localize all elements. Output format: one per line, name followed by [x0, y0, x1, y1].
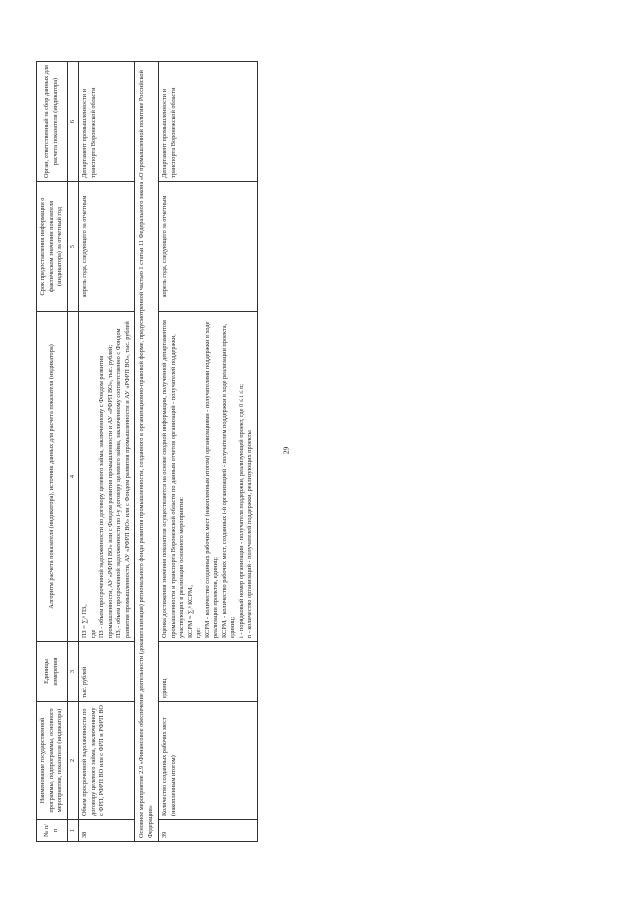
column-number-row	[67, 62, 79, 842]
indicator-deadline: апрель года, следующего за отчетным	[79, 182, 135, 312]
table-row-39	[159, 62, 258, 842]
row-num: 38	[79, 820, 135, 842]
indicator-responsible: Департамент промышленности и транспорта Воронежской области	[79, 62, 135, 182]
algorithm-line: где:	[195, 627, 202, 638]
header-deadline: Срок предоставления информации о фактическом значении показателя (индикатора) за отчетный год	[37, 182, 68, 312]
indicator-unit: единиц	[159, 642, 258, 702]
header-row	[37, 62, 68, 842]
header-responsible: Орган, ответственный за сбор данных для расчета показателя (индикатора)	[37, 62, 68, 182]
col-number: 1	[67, 820, 79, 842]
algorithm-line: ПЗᵢ - объем просроченной задолженности по i-у договору целевого займа, заключенному соответственно с Фондом развития промышленности, АУ «РФРП ВО» или с Фондом развития промышленности и АУ «РФРП ВО», тыс. рублей	[115, 321, 131, 638]
indicator-algorithm	[159, 312, 258, 642]
section-row	[135, 62, 159, 842]
algorithm-line: Оценка достижения значения показателя осуществляется на основе сводной информации, полученной департаментом промышленности и транспорта Воронежской области по данным отчетов организаций - получателей поддержки, участвующих в реализации основного мероприятия:	[161, 320, 185, 638]
indicator-algorithm	[79, 312, 135, 642]
table-row-38	[79, 62, 135, 842]
page-number: 29	[281, 446, 291, 455]
col-number: 3	[67, 642, 79, 702]
algorithm-line: n - количество организаций - получателей поддержки, реализующих проекты	[246, 430, 253, 638]
section-title: Основное мероприятие 2.9 «Финансовое обеспечение деятельности (докапитализация) регионального фонда развития промышленности, созданного в организационно-правовой форме, предусмотренной частью 1 статьи 11 Федерального закона «О промышленной политике Российской Федерации»	[135, 62, 159, 842]
header-num: № п/п	[37, 820, 68, 842]
algorithm-line: КСРМᵢ - количество рабочих мест, созданных i-й организацией - получателем поддержки в ходе реализации проекта, единиц;	[220, 323, 236, 638]
col-number: 2	[67, 702, 79, 820]
col-number: 5	[67, 182, 79, 312]
header-algorithm: Алгоритм расчета показателя (индикатора), источник данных для расчета показателя (индикатора)	[37, 312, 68, 642]
algorithm-line: КСРМ = ∑ᵢⁿ КСРМᵢ,	[186, 584, 194, 638]
header-name: Наименование государственной программы, подпрограммы, основного мероприятия, показателя (индикатора)	[37, 702, 68, 820]
algorithm-line: где	[89, 629, 97, 638]
algorithm-line: i - порядковый номер организации - получателя поддержки, реализующей проект, где 0 ≤ i ≤ n;	[237, 383, 245, 638]
rotated-document-sheet	[36, 62, 611, 842]
indicator-name: Объем просроченной задолженности по договору целевого займа, заключенному с ФРП, РФРП ВО или с ФРП и РФРП ВО	[79, 702, 135, 820]
indicator-responsible: Департамент промышленности и транспорта Воронежской области	[159, 62, 258, 182]
indicator-table	[36, 61, 258, 842]
header-unit: Единицы измерения	[37, 642, 68, 702]
indicator-name: Количество созданных рабочих мест (накопленным итогом)	[159, 702, 258, 820]
row-num: 39	[159, 820, 258, 842]
indicator-deadline: апрель года, следующего за отчетным	[159, 182, 258, 312]
algorithm-line: ПЗ - объем просроченной задолженности по договору целевого займа, заключенному с Фондом развития промышленности, АУ «РФРП ВО» или с Фондом развития промышленности и АУ «РФРП ВО», тыс. рублей;	[98, 344, 114, 638]
indicator-unit: тыс. рублей	[79, 642, 135, 702]
algorithm-line: КСРМ - количество созданных рабочих мест (накопленным итогом) организациями - получателями поддержки в ходе реализации проектов, единиц;	[203, 321, 219, 638]
col-number: 6	[67, 62, 79, 182]
col-number: 4	[67, 312, 79, 642]
algorithm-line: ПЗ = ∑ᵢⁿ ПЗᵢ,	[81, 604, 88, 638]
